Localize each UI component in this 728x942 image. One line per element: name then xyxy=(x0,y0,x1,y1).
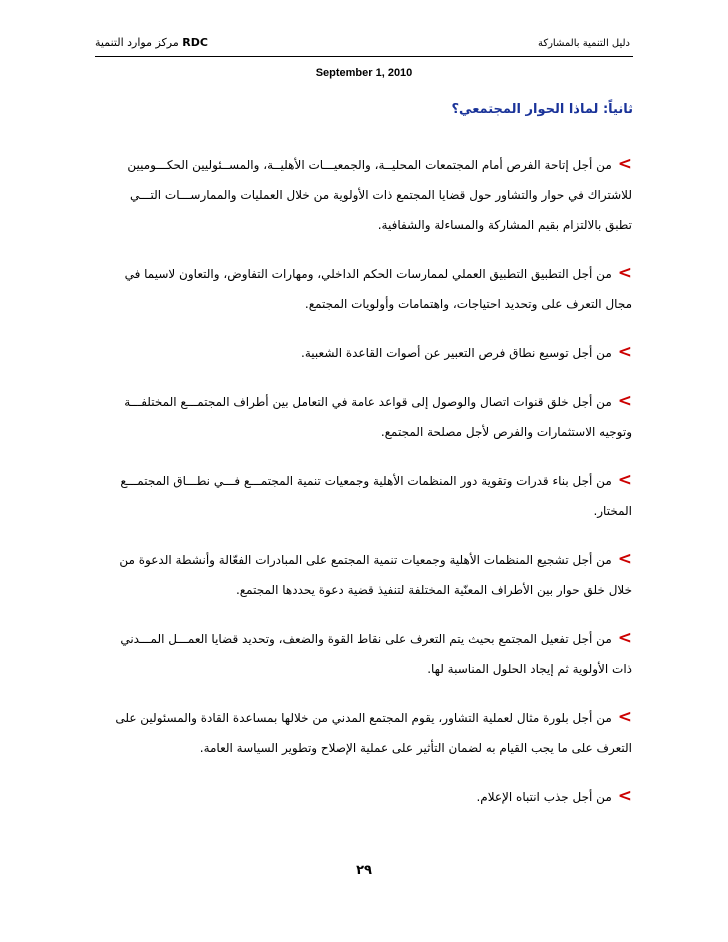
header-org-name: مركز موارد التنمية xyxy=(95,36,179,49)
bullet-arrow-icon: > xyxy=(617,342,632,362)
bullet-line xyxy=(92,210,632,240)
bullet-line-first xyxy=(92,257,632,289)
header-guide-title: دليل التنمية بالمشاركة xyxy=(537,38,630,49)
bullet-item xyxy=(92,701,632,763)
bullet-arrow-icon: > xyxy=(617,391,632,411)
bullet-line-first xyxy=(92,622,632,654)
bullet-arrow-icon: > xyxy=(617,628,632,648)
bullet-item xyxy=(92,148,632,240)
bullet-line xyxy=(92,417,632,447)
bullet-line-first xyxy=(92,148,632,180)
bullet-text: من أجل تشجيع المنظمات الأهلية وجمعيات تنمية المجتمع على المبادرات الفعّالة وأنشطة الدعوة من xyxy=(119,553,612,567)
bullet-line xyxy=(92,575,632,605)
bullet-text: من أجل بلورة مثال لعملية التشاور، يقوم المجتمع المدني من خلالها بمساعدة القادة والمسئولين على xyxy=(115,711,612,725)
bullet-spacer xyxy=(92,763,632,780)
bullet-item xyxy=(92,257,632,319)
header-organization xyxy=(95,36,208,49)
bullet-text: خلال خلق حوار بين الأطراف المعنّية المختلفة لتنفيذ قضية دعوة يحددها المجتمع. xyxy=(235,583,632,597)
bullet-item xyxy=(92,622,632,684)
bullet-item xyxy=(92,780,632,812)
bullet-item xyxy=(92,385,632,447)
bullet-item xyxy=(92,464,632,526)
bullet-spacer xyxy=(92,319,632,336)
bullet-text: ذات الأولوية ثم إيجاد الحلول المناسبة لها. xyxy=(427,662,632,676)
bullet-text: من أجل بناء قدرات وتقوية دور المنظمات الأهلية وجمعيات تنمية المجتمـــع فـــي نطـــاق المجتمـــع xyxy=(120,474,612,488)
bullet-text: التعرف على ما يجب القيام به لضمان التأثير على عملية الإصلاح وتطوير السياسة العامة. xyxy=(199,741,632,755)
bullet-text: مجال التعرف على وتحديد احتياجات، واهتمامات وأولويات المجتمع. xyxy=(304,297,632,311)
section-title: ثانياً: لماذا الحوار المجتمعي؟ xyxy=(451,102,633,117)
bullet-arrow-icon: > xyxy=(617,154,632,174)
page-number: ٢٩ xyxy=(356,863,372,878)
header-org-code: RDC xyxy=(182,36,208,49)
bullet-text: تطبق بالالتزام بقيم المشاركة والمساءلة والشفافية. xyxy=(377,218,632,232)
bullet-line xyxy=(92,654,632,684)
bullet-item xyxy=(92,336,632,368)
bullet-line-first xyxy=(92,780,632,812)
bullet-arrow-icon: > xyxy=(617,263,632,283)
bullet-list xyxy=(92,148,632,812)
bullet-line-first xyxy=(92,543,632,575)
bullet-arrow-icon: > xyxy=(617,470,632,490)
bullet-line xyxy=(92,289,632,319)
bullet-line-first xyxy=(92,385,632,417)
bullet-line-first xyxy=(92,701,632,733)
bullet-text: من أجل إتاحة الفرص أمام المجتمعات المحليــة، والجمعيـــات الأهليــة، والمســئوليين الحكـــوميين xyxy=(127,158,612,172)
bullet-item xyxy=(92,543,632,605)
bullet-spacer xyxy=(92,447,632,464)
bullet-text: من أجل توسيع نطاق فرص التعبير عن أصوات القاعدة الشعبية. xyxy=(301,346,612,360)
bullet-spacer xyxy=(92,240,632,257)
bullet-text: المختار. xyxy=(593,504,632,518)
header-divider xyxy=(95,56,633,57)
bullet-text: وتوجيه الاستثمارات والفرص لأجل مصلحة المجتمع. xyxy=(380,425,632,439)
bullet-spacer xyxy=(92,368,632,385)
bullet-spacer xyxy=(92,526,632,543)
bullet-text: للاشتراك في حوار والتشاور حول قضايا المجتمع ذات الأولوية من خلال العمليات والممارســـات التـــي xyxy=(129,188,632,202)
bullet-line xyxy=(92,180,632,210)
bullet-text: من أجل خلق قنوات اتصال والوصول إلى قواعد عامة في التعامل بين أطراف المجتمـــع المختلفـــة xyxy=(124,395,612,409)
bullet-spacer xyxy=(92,605,632,622)
bullet-text: من أجل تفعيل المجتمع بحيث يتم التعرف على نقاط القوة والضعف، وتحديد قضايا العمـــل المـــدني xyxy=(120,632,612,646)
bullet-line-first xyxy=(92,336,632,368)
bullet-line xyxy=(92,496,632,526)
bullet-line xyxy=(92,733,632,763)
bullet-line-first xyxy=(92,464,632,496)
header-date: September 1, 2010 xyxy=(315,67,413,79)
bullet-arrow-icon: > xyxy=(617,549,632,569)
bullet-spacer xyxy=(92,684,632,701)
bullet-text: من أجل التطبيق التطبيق العملي لممارسات الحكم الداخلي، ومهارات التفاوض، والتعاون لاسيما في xyxy=(124,267,612,281)
bullet-arrow-icon: > xyxy=(617,707,632,727)
bullet-text: من أجل جذب انتباه الإعلام. xyxy=(476,790,612,804)
bullet-arrow-icon: > xyxy=(617,786,632,806)
